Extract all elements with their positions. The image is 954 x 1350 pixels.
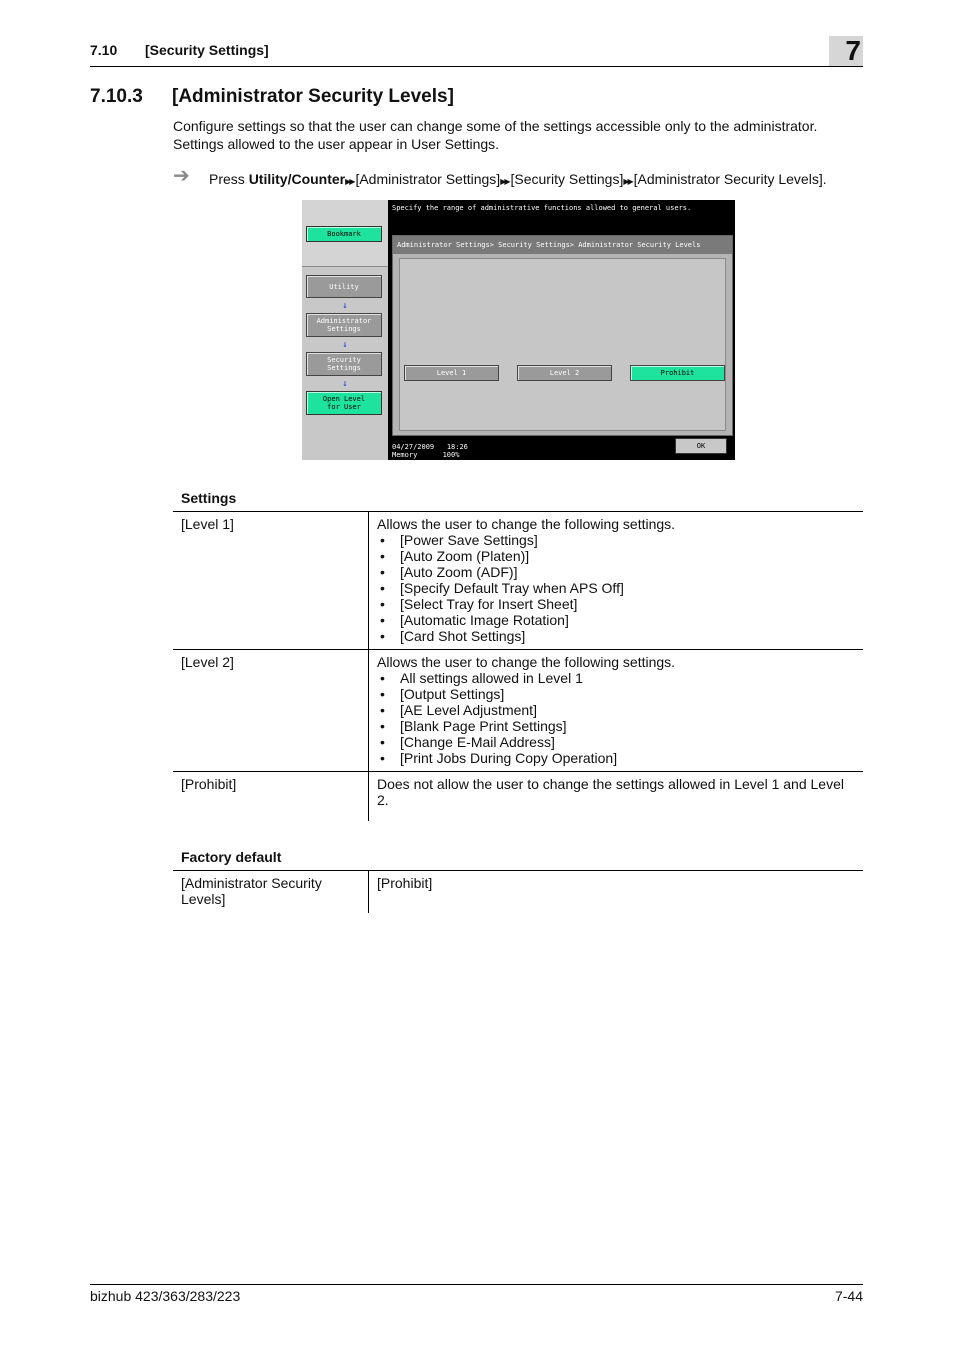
- list-item: • [AE Level Adjustment]: [377, 702, 855, 718]
- intro-paragraph: Configure settings so that the user can change some of the settings accessible only to the administrator. Settings allowed to the user appear in User Settings.: [173, 118, 818, 152]
- section-title: [Administrator Security Levels]: [172, 86, 454, 107]
- screen-message: Specify the range of administrative functions allowed to general users.: [392, 204, 692, 212]
- setting-description: Allows the user to change the following settings. • All settings allowed in Level 1 • [Output Settings] • [AE Level Adjustment] • [Blank Page Print Settings] • [Change E-Mail Address] • [Print Jobs During Copy Operation]: [369, 650, 864, 772]
- level-selection-area: [399, 258, 726, 431]
- table-row: [173, 512, 863, 650]
- path-separator-icon: ▶▶: [500, 177, 509, 186]
- screen-status: [392, 443, 468, 459]
- list-item: • [Select Tray for Insert Sheet]: [377, 596, 855, 612]
- setting-items-list: [377, 670, 855, 766]
- step-arrow-icon: ➔: [173, 165, 190, 187]
- page-header: [90, 35, 863, 67]
- open-level-for-user-button[interactable]: Open Level for User: [306, 391, 382, 415]
- step-path-2: [Security Settings]: [510, 171, 624, 187]
- list-item: • [Auto Zoom (ADF)]: [377, 564, 855, 580]
- settings-label: Settings: [181, 490, 237, 506]
- step-utility-key: Utility/Counter: [248, 171, 346, 187]
- setting-name: [Prohibit]: [173, 772, 369, 822]
- factory-setting-name: [Administrator Security Levels]: [173, 871, 369, 914]
- status-time: 18:26: [446, 443, 468, 451]
- list-item: • [Blank Page Print Settings]: [377, 718, 855, 734]
- bookmark-button[interactable]: Bookmark: [306, 226, 382, 242]
- down-arrow-icon: ↓: [342, 301, 348, 311]
- factory-default-table: [173, 870, 863, 913]
- footer-model: bizhub 423/363/283/223: [90, 1288, 241, 1304]
- setting-name: [Level 2]: [173, 650, 369, 772]
- path-separator-icon: ▶▶: [345, 177, 354, 186]
- security-settings-button[interactable]: Security Settings: [306, 352, 382, 376]
- step-path-3: [Administrator Security Levels].: [633, 171, 827, 187]
- memory-label: Memory: [392, 451, 418, 459]
- settings-panel: [392, 235, 733, 436]
- settings-table: [173, 511, 863, 821]
- list-item: • [Print Jobs During Copy Operation]: [377, 750, 855, 766]
- section-number: 7.10.3: [90, 86, 143, 107]
- setting-description: Allows the user to change the following settings. • [Power Save Settings] • [Auto Zoom (Platen)] • [Auto Zoom (ADF)] • [Specify Default Tray when APS Off] • [Select Tray for Insert Sheet] • [Automatic Image Rotation] • [Card Shot Settings]: [369, 512, 864, 650]
- step-press: Press: [209, 171, 245, 187]
- prohibit-button[interactable]: Prohibit: [630, 365, 725, 381]
- factory-default-label: Factory default: [181, 849, 282, 865]
- screen-sidebar: [302, 200, 388, 460]
- ok-button[interactable]: OK: [675, 438, 727, 454]
- factory-setting-value: [Prohibit]: [377, 875, 433, 891]
- section-heading: [90, 86, 454, 108]
- list-item: • [Change E-Mail Address]: [377, 734, 855, 750]
- path-separator-icon: ▶▶: [623, 177, 632, 186]
- list-item: • All settings allowed in Level 1: [377, 670, 855, 686]
- control-panel-screenshot: [302, 200, 735, 460]
- memory-value: 100%: [442, 451, 460, 459]
- level-1-button[interactable]: Level 1: [404, 365, 499, 381]
- down-arrow-icon: ↓: [342, 379, 348, 389]
- utility-button[interactable]: Utility: [306, 275, 382, 298]
- table-row: [173, 650, 863, 772]
- administrator-settings-button[interactable]: Administrator Settings: [306, 313, 382, 337]
- list-item: • [Card Shot Settings]: [377, 628, 855, 644]
- step-path-1: [Administrator Settings]: [355, 171, 501, 187]
- list-item: • [Power Save Settings]: [377, 532, 855, 548]
- down-arrow-icon: ↓: [342, 340, 348, 350]
- footer-page-number: 7-44: [834, 1288, 863, 1304]
- page-footer: [90, 1284, 863, 1304]
- setting-items-list: [377, 532, 855, 644]
- list-item: • [Output Settings]: [377, 686, 855, 702]
- screen-breadcrumb: Administrator Settings> Security Settings> Administrator Security Levels: [393, 236, 732, 254]
- setting-description: Does not allow the user to change the settings allowed in Level 1 and Level 2.: [377, 776, 844, 808]
- list-item: • [Automatic Image Rotation]: [377, 612, 855, 628]
- chapter-number: 7: [829, 36, 863, 66]
- list-item: • [Specify Default Tray when APS Off]: [377, 580, 855, 596]
- table-row: [173, 772, 863, 822]
- setting-name: [Level 1]: [173, 512, 369, 650]
- step-text: [209, 169, 827, 192]
- table-row: [173, 871, 863, 914]
- level-2-button[interactable]: Level 2: [517, 365, 612, 381]
- status-date: 04/27/2009: [392, 443, 435, 451]
- list-item: • [Auto Zoom (Platen)]: [377, 548, 855, 564]
- header-section-number: 7.10: [90, 42, 118, 58]
- header-section-title: [Security Settings]: [145, 42, 269, 58]
